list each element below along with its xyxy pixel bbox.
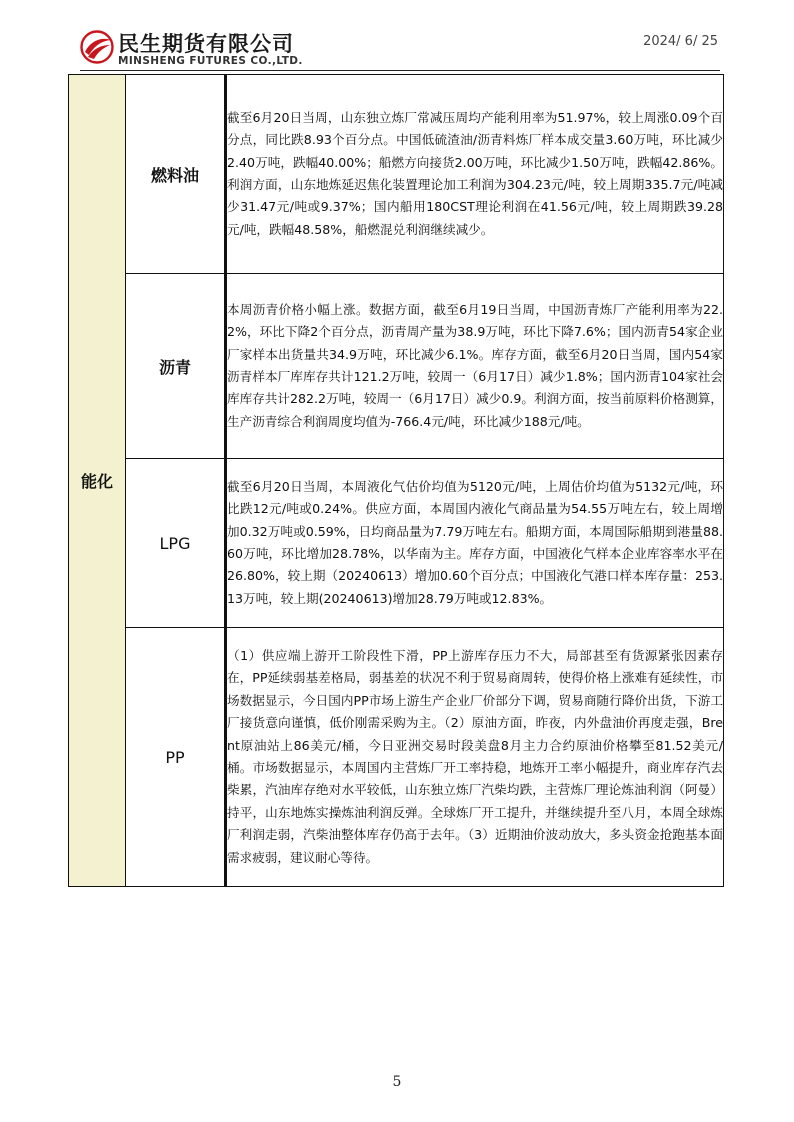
commodity-name-lpg: LPG (126, 459, 226, 628)
table-row (69, 75, 724, 274)
commodity-name-asphalt: 沥青 (126, 274, 226, 459)
commodity-name-fuel-oil: 燃料油 (126, 75, 226, 274)
table-row (69, 274, 724, 459)
commodity-commentary: （1）供应端上游开工阶段性下滑，PP上游库存压力不大，局部甚至有货源紧张因素存在，PP延续弱基差格局，弱基差的状况不利于贸易商周转，使得价格上涨难有延续性，市场数据显示，今日国内PP市场上游生产企业厂价部分下调，贸易商随行降价出货，下游工厂接货意向谨慎，低价刚需采购为主。（2）原油方面，昨夜，内外盘油价再度走强，Brent原油站上86美元/桶，今日亚洲交易时段美盘8月主力合约原油价格攀至81.52美元/桶。市场数据显示，本周国内主营炼厂开工率持稳，地炼开工率小幅提升，商业库存汽去柴累，汽油库存绝对水平较低，山东独立炼厂汽柴均跌，主营炼厂理论炼油利润（阿曼）持平，山东地炼实操炼油利润反弹。全球炼厂开工提升，并继续提升至八月，本周全球炼厂利润走弱，汽柴油整体库存仍高于去年。（3）近期油价波动放大，多头资金抢跑基本面需求疲弱，建议耐心等待。 (226, 628, 724, 887)
table-row (69, 628, 724, 887)
page-header (0, 0, 794, 75)
commodity-commentary: 截至6月20日当周，本周液化气估价均值为5120元/吨，上周估价均值为5132元/吨，环比跌12元/吨或0.24%。供应方面，本周国内液化气商品量为54.55万吨左右，较上周增加0.32万吨或0.59%，日均商品量为7.79万吨左右。船期方面，本周国际船期到港量88.60万吨，环比增加28.78%，以华南为主。库存方面，中国液化气样本企业库容率水平在26.80%，较上期（20240613）增加0.60个百分点；中国液化气港口样本库存量：253.13万吨，较上期(20240613)增加28.79万吨或12.83%。 (226, 459, 724, 628)
commodity-commentary: 本周沥青价格小幅上涨。数据方面，截至6月19日当周，中国沥青炼厂产能利用率为22.2%，环比下降2个百分点，沥青周产量为38.9万吨，环比下降7.6%；国内沥青54家企业厂家样本出货量共34.9万吨，环比减少6.1%。库存方面，截至6月20日当周，国内54家沥青样本厂库库存共计121.2万吨，较周一（6月17日）减少1.8%；国内沥青104家社会库库存共计282.2万吨，较周一（6月17日）减少0.9。利润方面，按当前原料价格测算，生产沥青综合利润周度均值为-766.4元/吨，环比减少188元/吨。 (226, 274, 724, 459)
commodity-name-pp: PP (126, 628, 226, 887)
commodity-table (68, 74, 724, 887)
report-date: 2024/ 6/ 25 (643, 34, 718, 49)
company-name-en: MINSHENG FUTURES CO.,LTD. (118, 55, 303, 67)
sector-cell: 能化 (69, 75, 126, 887)
company-name-cn: 民生期货有限公司 (118, 32, 294, 56)
commodity-commentary: 截至6月20日当周，山东独立炼厂常减压周均产能利用率为51.97%，较上周涨0.09个百分点，同比跌8.93个百分点。中国低硫渣油/沥青料炼厂样本成交量3.60万吨，环比减少2.40万吨，跌幅40.00%；船燃方向接货2.00万吨，环比减少1.50万吨，跌幅42.86%。利润方面，山东地炼延迟焦化装置理论加工利润为304.23元/吨，较上周期335.7元/吨减少31.47元/吨或9.37%；国内船用180CST理论利润在41.56元/吨，较上周期跌39.28元/吨，跌幅48.58%，船燃混兑利润继续减少。 (226, 75, 724, 274)
table-row (69, 459, 724, 628)
page-number: 5 (392, 1074, 402, 1090)
minsheng-swoosh-icon (80, 30, 114, 64)
header-divider (80, 70, 720, 71)
